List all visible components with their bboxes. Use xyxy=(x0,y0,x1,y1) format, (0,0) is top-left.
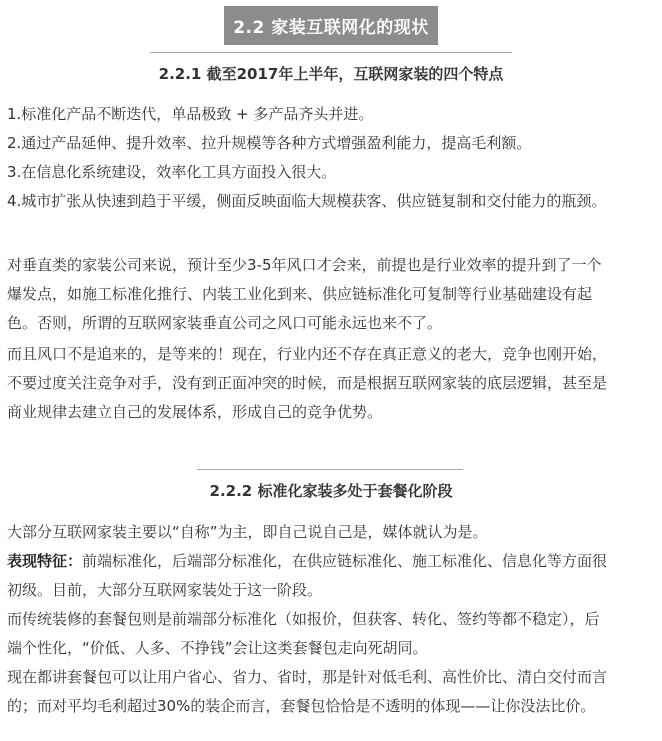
paragraph-line: 商业规律去建立自己的发展体系，形成自己的竞争优势。 xyxy=(7,403,383,421)
paragraph-self-proclaimed xyxy=(7,518,655,547)
paragraph-characteristics xyxy=(7,547,655,605)
paragraph-line: 现在都讲套餐包可以让用户省心、省力、省时，那是针对低毛利、高性价比、清白交付而言 xyxy=(7,668,608,686)
section-title-wrap xyxy=(0,6,662,45)
paragraph-line: 不要过度关注竞争对手，没有到正面冲突的时候，而是根据互联网家装的底层逻辑，甚至是 xyxy=(7,374,608,392)
list-item: 3.在信息化系统建设，效率化工具方面投入很大。 xyxy=(7,163,337,181)
divider-top-1 xyxy=(150,52,512,53)
paragraph-line: 而且风口不是追来的，是等来的！现在，行业内还不存在真正意义的老大，竞争也刚开始， xyxy=(7,345,608,363)
characteristics-text: 前端标准化，后端部分标准化，在供应链标准化、施工标准化、信息化等方面很 xyxy=(82,552,608,570)
paragraph-traditional-packages xyxy=(7,605,655,663)
paragraph-line: 而传统装修的套餐包则是前端部分标准化（如报价，但获客、转化、签约等都不稳定），后 xyxy=(7,610,600,628)
paragraph-line: 爆发点，如施工标准化推行、内装工业化到来、供应链标准化可复制等行业基础建设有起 xyxy=(7,285,593,303)
section-title: 2.2 家装互联网化的现状 xyxy=(224,6,438,45)
paragraph-package-transparency xyxy=(7,663,655,721)
characteristics-label: 表现特征： xyxy=(7,552,83,570)
subsection-heading-2-2-1: 2.2.1 截至2017年上半年，互联网家装的四个特点 xyxy=(158,65,504,83)
paragraph-line: 大部分互联网家装主要以“自称”为主，即自己说自己是，媒体就认为是。 xyxy=(7,523,488,541)
paragraph-line: 的；而对平均毛利超过30%的装企而言，套餐包恰恰是不透明的体现——让你没法比价。 xyxy=(7,697,596,715)
paragraph-line xyxy=(7,547,655,576)
paragraph-line: 色。否则，所谓的互联网家装垂直公司之风口可能永远也来不了。 xyxy=(7,314,443,332)
divider-top-2 xyxy=(197,469,463,470)
list-item: 2.通过产品延伸、提升效率、拉升规模等各种方式增强盈利能力，提高毛利额。 xyxy=(7,134,532,152)
paragraph-line: 端个性化，“价低、人多、不挣钱”会让这类套餐包走向死胡同。 xyxy=(7,639,428,657)
list-item: 1.标准化产品不断迭代，单品极致 + 多产品齐头并进。 xyxy=(7,105,374,123)
paragraph-wind-is-waited xyxy=(7,340,655,427)
list-item: 4.城市扩张从快速到趋于平缓，侧面反映面临大规模获客、供应链复制和交付能力的瓶颈。 xyxy=(7,192,607,210)
four-features-list xyxy=(7,100,655,216)
subsection-heading-2-2-2: 2.2.2 标准化家装多处于套餐化阶段 xyxy=(209,482,453,500)
paragraph-vertical-companies xyxy=(7,251,655,338)
paragraph-line: 对垂直类的家装公司来说，预计至少3-5年风口才会来，前提也是行业效率的提升到了一个 xyxy=(7,256,602,274)
paragraph-line: 初级。目前，大部分互联网家装处于这一阶段。 xyxy=(7,581,323,599)
